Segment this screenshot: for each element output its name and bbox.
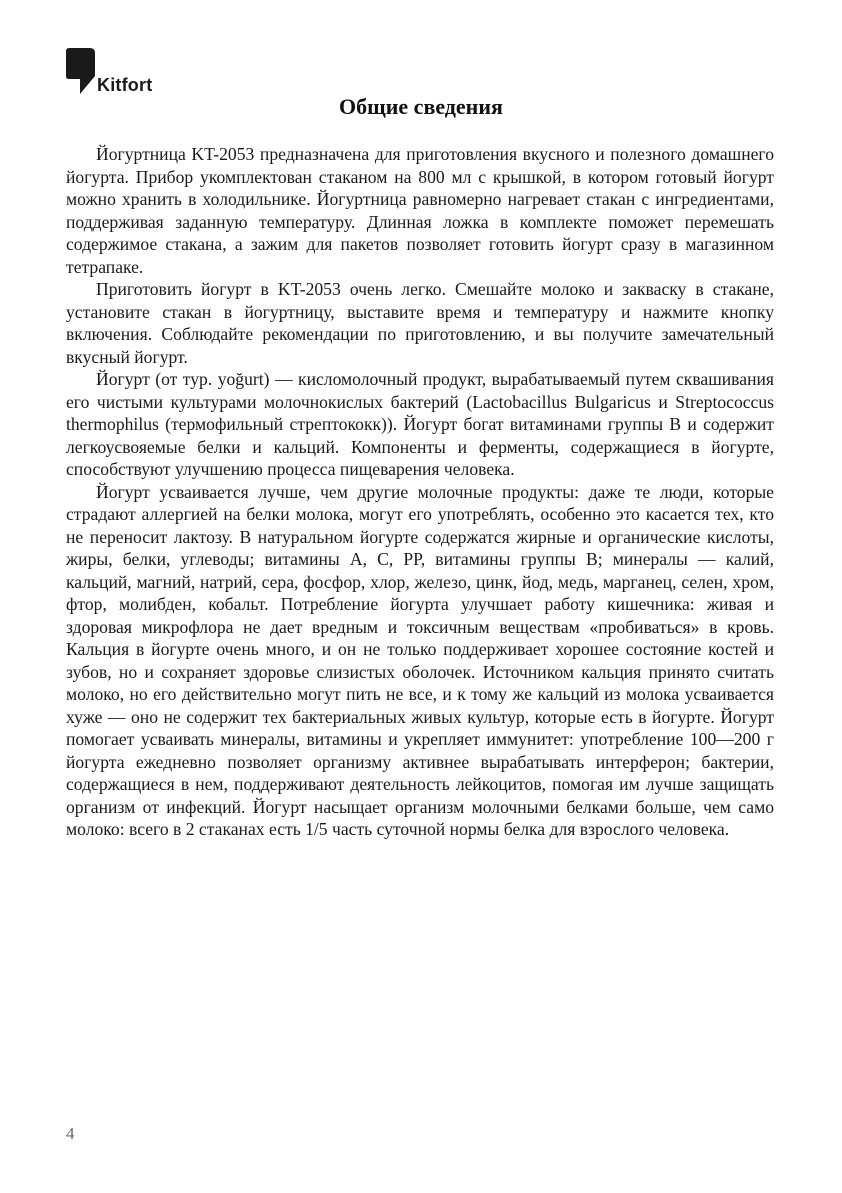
- paragraph: Приготовить йогурт в KT-2053 очень легко. Смешайте молоко и закваску в стакане, установите стакан в йогуртницу, выставите время и температуру и нажмите кнопку включения. Соблюдайте рекомендации по приготовлению, и вы получите замечательный вкусный йогурт.: [66, 279, 774, 367]
- paragraph: Йогуртница KT-2053 предназначена для приготовления вкусного и полезного домашнего йогурта. Прибор укомплектован стаканом на 800 мл с крышкой, в котором готовый йогурт можно хранить в холодильнике. Йогуртница равномерно нагревает стакан с ингредиентами, поддерживая заданную температуру. Длинная ложка в комплекте поможет перемешать содержимое стакана, а зажим для пакетов позволяет готовить йогурт сразу в магазинном тетрапаке.: [66, 144, 774, 277]
- brand-name: Kitfort: [97, 75, 153, 95]
- paragraph: Йогурт (от тур. yoğurt) — кисломолочный продукт, вырабатываемый путем сквашивания его чистыми культурами молочнокислых бактерий (Lactobacillus Bulgaricus и Streptococcus thermophilus (термофильный стрептококк)). Йогурт богат витаминами группы В и содержит легкоусвояемые белки и кальций. Компоненты и ферменты, содержащиеся в йогурте, способствуют улучшению процесса пищеварения человека.: [66, 369, 774, 479]
- kitfort-logo: [66, 48, 176, 96]
- page-number: 4: [66, 1124, 75, 1143]
- kitfort-logo-icon: [66, 48, 96, 94]
- page-title: Общие сведения: [339, 94, 503, 119]
- body-text: [66, 143, 774, 841]
- paragraph: Йогурт усваивается лучше, чем другие молочные продукты: даже те люди, которые страдают аллергией на белки молока, могут его употреблять, особенно это касается тех, кто не переносит лактозу. В натуральном йогурте содержатся жирные и органические кислоты, жиры, белки, углеводы; витамины А, С, РР, витамины группы В; минералы — калий, кальций, магний, натрий, сера, фосфор, хлор, железо, цинк, йод, медь, марганец, селен, хром, фтор, молибден, кобальт. Потребление йогурта улучшает работу кишечника: живая и здоровая микрофлора не дает вредным и токсичным веществам «пробиваться» в кровь. Кальция в йогурте очень много, и он не только поддерживает хорошее состояние костей и зубов, но и сохраняет здоровье слизистых оболочек. Источником кальция принято считать молоко, но его действительно могут пить не все, и к тому же кальций из молока усваивается хуже — оно не содержит тех бактериальных живых культур, которые есть в йогурте. Йогурт помогает усваивать минералы, витамины и укрепляет иммунитет: употребление 100—200 г йогурта ежедневно позволяет организму активнее вырабатывать интерферон; бактерии, содержащиеся в нем, поддерживают деятельность лейкоцитов, помогая им лучше защищать организм от инфекций. Йогурт насыщает организм молочными белками больше, чем само молоко: всего в 2 стаканах есть 1/5 часть суточной нормы белка для взрослого человека.: [66, 481, 774, 839]
